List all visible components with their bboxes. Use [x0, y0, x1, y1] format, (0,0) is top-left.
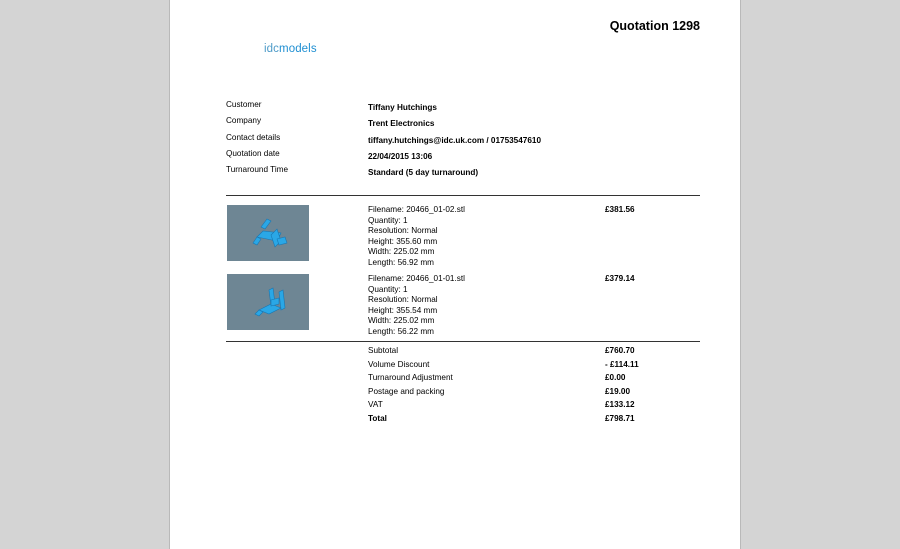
logo-idc: idc — [264, 43, 280, 55]
totals-label: Subtotal — [368, 346, 399, 355]
info-value: tiffany.hutchings@idc.uk.com / 01753547610 — [368, 135, 542, 145]
totals-row-total — [226, 414, 700, 428]
info-row-date — [226, 149, 706, 165]
3d-model-thumbnail-icon — [227, 205, 309, 261]
totals-value: £19.00 — [605, 386, 631, 396]
document-page — [169, 0, 741, 549]
item-price: £381.56 — [605, 205, 635, 214]
quote-item — [226, 274, 700, 338]
info-label: Contact details — [226, 132, 281, 142]
divider — [226, 341, 700, 342]
item-length: Length: 56.92 mm — [368, 257, 434, 267]
info-value: Trent Electronics — [368, 119, 435, 129]
info-row-company — [226, 116, 706, 132]
divider — [226, 195, 700, 196]
totals-row-turnaround — [226, 373, 700, 387]
3d-model-thumbnail-icon — [227, 274, 309, 330]
item-height: Height: 355.60 mm — [368, 236, 438, 246]
item-height: Height: 355.54 mm — [368, 305, 438, 315]
info-label: Turnaround Time — [226, 165, 289, 175]
totals-value: £798.71 — [605, 413, 635, 423]
totals-value: £760.70 — [605, 346, 635, 355]
info-label: Quotation date — [226, 148, 280, 158]
customer-info — [226, 100, 706, 181]
info-label: Customer — [226, 100, 262, 109]
info-value: Tiffany Hutchings — [368, 103, 437, 112]
item-details — [368, 274, 465, 338]
info-row-turnaround — [226, 165, 706, 181]
totals-label: VAT — [368, 400, 383, 409]
item-width: Width: 225.02 mm — [368, 316, 435, 326]
item-width: Width: 225.02 mm — [368, 247, 435, 257]
item-filename: Filename: 20466_01-02.stl — [368, 205, 465, 214]
idc-models-logo — [264, 43, 317, 55]
item-filename: Filename: 20466_01-01.stl — [368, 274, 465, 283]
totals-label: Volume Discount — [368, 359, 430, 369]
totals-table — [226, 346, 700, 427]
info-label: Company — [226, 116, 262, 126]
info-value: Standard (5 day turnaround) — [368, 168, 479, 178]
totals-row-subtotal — [226, 346, 700, 360]
item-length: Length: 56.22 mm — [368, 326, 434, 336]
totals-row-discount — [226, 360, 700, 374]
totals-row-vat — [226, 400, 700, 414]
item-price: £379.14 — [605, 274, 635, 283]
totals-label: Postage and packing — [368, 386, 445, 396]
item-resolution: Resolution: Normal — [368, 226, 438, 236]
model-thumbnail — [227, 274, 309, 330]
quotation-title: Quotation 1298 — [609, 19, 700, 33]
item-quantity: Quantity: 1 — [368, 215, 408, 225]
quote-item — [226, 205, 700, 269]
item-quantity: Quantity: 1 — [368, 284, 408, 294]
logo-models: models — [279, 43, 317, 55]
info-value: 22/04/2015 13:06 — [368, 151, 433, 161]
info-row-customer — [226, 100, 706, 116]
item-details — [368, 205, 465, 269]
totals-row-postage — [226, 387, 700, 401]
info-row-contact — [226, 133, 706, 149]
totals-value: - £114.11 — [605, 359, 639, 369]
totals-label: Turnaround Adjustment — [368, 373, 453, 382]
model-thumbnail — [227, 205, 309, 261]
totals-value: £133.12 — [605, 400, 635, 409]
item-resolution: Resolution: Normal — [368, 295, 438, 305]
totals-value: £0.00 — [605, 373, 626, 382]
totals-label: Total — [368, 413, 387, 423]
